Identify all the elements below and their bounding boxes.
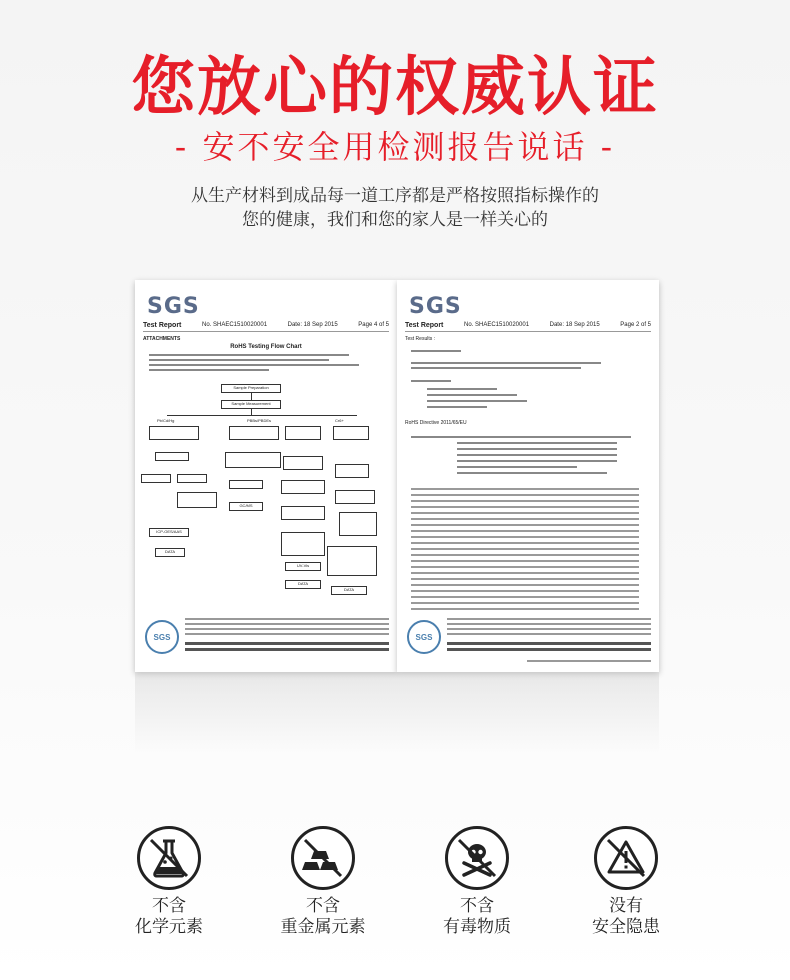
footer-line [447, 648, 651, 651]
text-line [457, 448, 617, 450]
sgs-seal-icon [407, 620, 441, 654]
report-heading: RoHS Directive 2011/65/EU [405, 420, 467, 426]
table-row [411, 584, 639, 586]
feature-no-heavy-metals [253, 826, 393, 938]
table-row [411, 554, 639, 556]
footer-line [447, 628, 651, 630]
footer-line [527, 660, 651, 662]
footer-line [447, 618, 651, 620]
table-row [411, 524, 639, 526]
flow-pbbs: PBBs/PBDEs [247, 418, 272, 423]
table-row [411, 488, 639, 490]
table-row [411, 530, 639, 532]
footer-line [185, 623, 389, 625]
report-header [143, 322, 389, 332]
feature-label [253, 896, 393, 938]
table-row [411, 578, 639, 580]
test-reports [0, 270, 790, 740]
footer-line [185, 618, 389, 620]
table-row [411, 572, 639, 574]
seal-text: SGS [415, 632, 433, 642]
feature-label-line1: 不含 [152, 896, 186, 916]
feature-label-line1: 没有 [609, 896, 643, 916]
flow-uvvis: UV-Vis [285, 562, 321, 571]
text-line [411, 367, 581, 369]
text-line [457, 454, 617, 456]
seal-text: SGS [153, 632, 171, 642]
report-date: Date: 18 Sep 2015 [287, 322, 338, 328]
table-row [411, 566, 639, 568]
text-line [411, 380, 451, 382]
text-line [411, 436, 631, 438]
report-reflection [135, 672, 397, 752]
report-section: ATTACHMENTS [143, 336, 181, 342]
flow-sample-preparation: Sample Preparation [221, 384, 281, 393]
table-row [411, 548, 639, 550]
description-line-1: 从生产材料到成品每一道工序都是严格按照指标操作的 [191, 186, 599, 206]
text-line [427, 400, 527, 402]
feature-label-line2: 安全隐患 [592, 917, 660, 937]
no-chemicals-icon [137, 826, 201, 890]
sgs-seal-icon [145, 620, 179, 654]
flow-box [281, 532, 325, 556]
text-line [149, 354, 349, 356]
text-line [457, 466, 577, 468]
feature-no-hazard [556, 826, 696, 938]
text-line [149, 369, 269, 371]
feature-label-line2: 化学元素 [135, 917, 203, 937]
report-reflection [397, 672, 659, 752]
test-report-flowchart[interactable] [135, 280, 397, 672]
table-row [411, 518, 639, 520]
table-row [411, 596, 639, 598]
page-subtitle: - 安不安全用检测报告说话 - [174, 128, 616, 166]
flow-box [283, 456, 323, 470]
report-title: Test Report [143, 322, 182, 329]
table-row [411, 506, 639, 508]
footer-line [185, 642, 389, 645]
no-hazard-icon [594, 826, 658, 890]
flow-data: DATA [155, 548, 185, 557]
no-heavy-metals-icon [291, 826, 355, 890]
flow-box [141, 474, 171, 483]
table-row [411, 560, 639, 562]
text-line [427, 394, 517, 396]
text-line [457, 442, 617, 444]
flow-box [229, 426, 279, 440]
footer-line [185, 628, 389, 630]
report-title: Test Report [405, 322, 444, 329]
flow-gcms: GC/MS [229, 502, 263, 511]
table-row [411, 602, 639, 604]
flow-arrow [251, 393, 252, 400]
feature-label-line2: 有毒物质 [443, 917, 511, 937]
feature-label [556, 896, 696, 938]
feature-label [407, 896, 547, 938]
report-page: Page 2 of 5 [620, 322, 651, 328]
text-line [457, 460, 617, 462]
flow-data: DATA [331, 586, 367, 595]
flow-box [335, 464, 369, 478]
description-line-2: 您的健康，我们和您的家人是一样关心的 [242, 210, 548, 230]
footer-line [185, 648, 389, 651]
feature-label-line2: 重金属元素 [280, 917, 366, 937]
flow-box [285, 426, 321, 440]
page-title: 您放心的权威认证 [131, 50, 659, 125]
table-row [411, 536, 639, 538]
table-row [411, 500, 639, 502]
flow-data: DATA [285, 580, 321, 589]
report-page: Page 4 of 5 [358, 322, 389, 328]
flow-box [335, 490, 375, 504]
flow-box [327, 546, 377, 576]
table-row [411, 608, 639, 610]
sgs-logo: SGS [409, 294, 462, 319]
flow-box [177, 474, 207, 483]
flow-box [155, 452, 189, 461]
feature-label-line1: 不含 [306, 896, 340, 916]
flow-box [225, 452, 281, 468]
flow-sample-measurement: Sample Measurement [221, 400, 281, 409]
flow-pbcdhg: Pb/Cd/Hg [157, 418, 175, 423]
test-report-results[interactable] [397, 280, 659, 672]
text-line [411, 350, 461, 352]
footer-line [185, 633, 389, 635]
text-line [411, 362, 601, 364]
footer-line [447, 633, 651, 635]
report-section: Test Results : [405, 336, 436, 342]
report-heading: RoHS Testing Flow Chart [230, 344, 302, 350]
footer-line [447, 623, 651, 625]
flow-box [281, 480, 325, 494]
feature-label [99, 896, 239, 938]
text-line [149, 359, 329, 361]
non-toxic-icon [445, 826, 509, 890]
feature-label-line1: 不含 [460, 896, 494, 916]
flow-arrow [167, 415, 357, 416]
text-line [427, 388, 497, 390]
flow-box [149, 426, 199, 440]
table-row [411, 542, 639, 544]
flow-box [339, 512, 377, 536]
flow-box [229, 480, 263, 489]
flow-box [333, 426, 369, 440]
flow-box [177, 492, 217, 508]
text-line [457, 472, 607, 474]
footer-line [447, 642, 651, 645]
flow-box [281, 506, 325, 520]
report-header [405, 322, 651, 332]
flow-icp: ICP-OES/AAS [149, 528, 189, 537]
report-number: No. SHAEC1510020001 [201, 322, 268, 328]
table-row [411, 494, 639, 496]
page-description [0, 184, 790, 232]
safety-features [0, 826, 790, 976]
table-row [411, 512, 639, 514]
text-line [149, 364, 359, 366]
sgs-logo: SGS [147, 294, 200, 319]
report-date: Date: 18 Sep 2015 [549, 322, 600, 328]
feature-non-toxic [407, 826, 547, 938]
report-number: No. SHAEC1510020001 [463, 322, 530, 328]
table-row [411, 590, 639, 592]
feature-no-chemicals [99, 826, 239, 938]
flow-cr6: Cr6+ [335, 418, 344, 423]
text-line [427, 406, 487, 408]
